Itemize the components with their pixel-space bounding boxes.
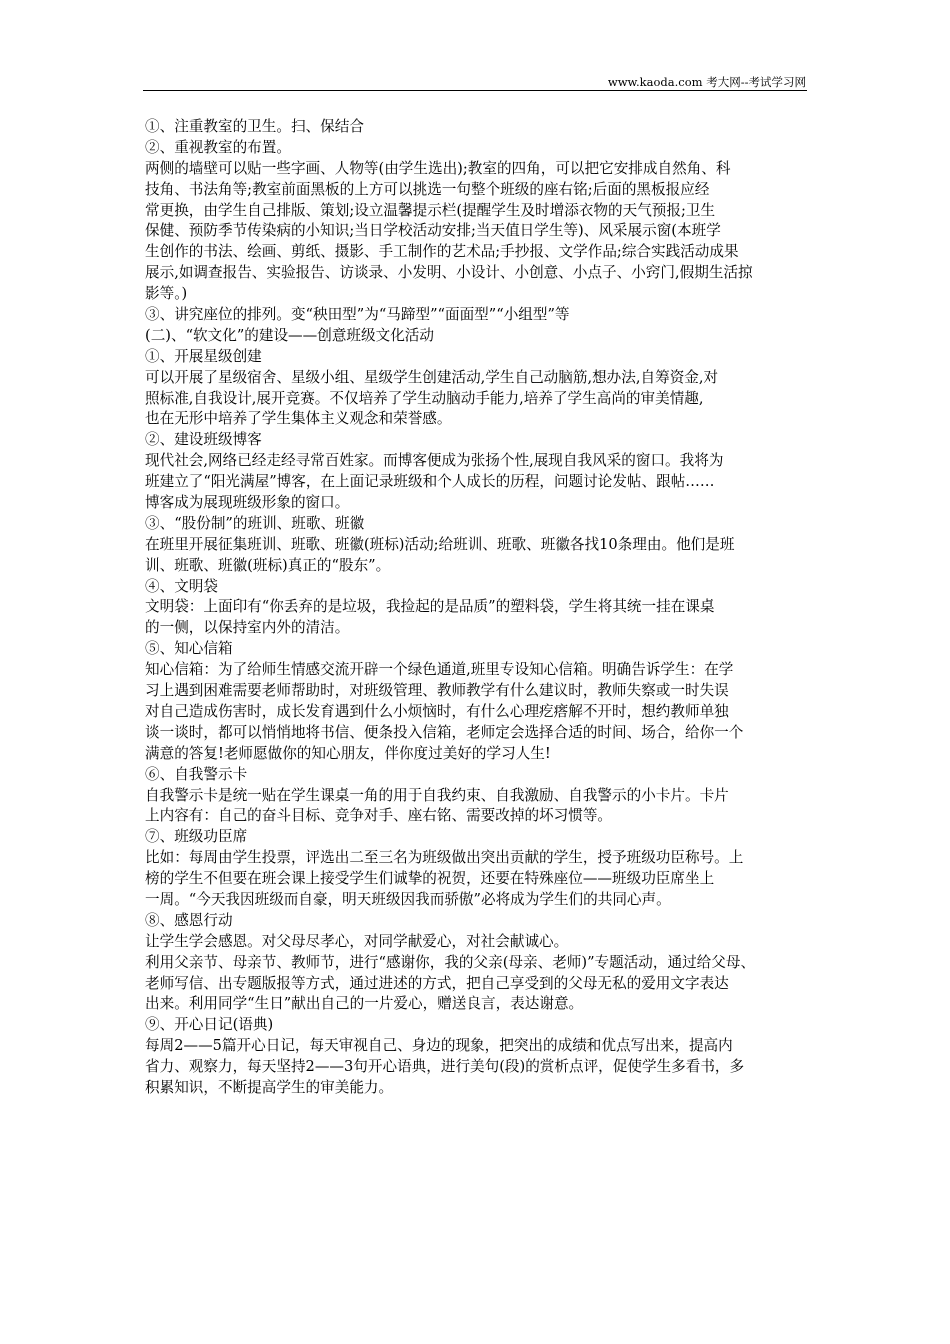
text-line: 生创作的书法、绘画、剪纸、摄影、手工制作的艺术品;手抄报、文学作品;综合实践活动成果: [145, 243, 739, 261]
text-line: 在班里开展征集班训、班歌、班徽(班标)活动;给班训、班歌、班徽各找10条理由。他们是班: [145, 535, 735, 553]
text-line: 保健、预防季节传染病的小知识;当日学校活动安排;当天值日学生等)、风采展示窗(本班学: [145, 222, 721, 240]
text-line: 知心信箱：为了给师生情感交流开辟一个绿色通道,班里专设知心信箱。明确告诉学生：在学: [145, 661, 734, 679]
text-line: 可以开展了星级宿舍、星级小组、星级学生创建活动,学生自己动脑筋,想办法,自筹资金,对: [145, 368, 719, 386]
text-line: 技角、书法角等;教室前面黑板的上方可以挑选一句整个班级的座右铭;后面的黑板报应经: [145, 180, 710, 198]
text-line: 影等。): [145, 285, 188, 303]
text-line: ①、开展星级创建: [145, 347, 262, 365]
text-line: 省力、观察力，每天坚持2——3句开心语典，进行美句(段)的赏析点评，促使学生多看书，多: [145, 1058, 745, 1076]
text-line: 习上遇到困难需要老师帮助时，对班级管理、教师教学有什么建议时，教师失察或一时失误: [145, 682, 729, 700]
text-line: 展示,如调查报告、实验报告、访谈录、小发明、小设计、小创意、小点子、小窍门,假期生活掠: [145, 264, 753, 282]
text-line: ⑤、知心信箱: [145, 640, 233, 658]
text-line: 自我警示卡是统一贴在学生课桌一角的用于自我约束、自我激励、自我警示的小卡片。卡片: [145, 786, 729, 804]
text-line: 训、班歌、班徽(班标)真正的“股东”。: [145, 556, 391, 574]
text-line: 两侧的墙壁可以贴一些字画、人物等(由学生选出);教室的四角，可以把它安排成自然角、科: [145, 159, 731, 177]
text-line: ⑦、班级功臣席: [145, 828, 248, 846]
text-line: 满意的答复!老师愿做你的知心朋友，伴你度过美好的学习人生!: [145, 744, 551, 762]
header-divider: [143, 90, 807, 91]
document-body: [145, 117, 817, 1099]
page-header: www.kaoda.com 考大网--考试学习网: [607, 75, 806, 89]
text-line: 出来。利用同学“生日”献出自己的一片爱心，赠送良言，表达谢意。: [145, 995, 584, 1013]
text-line: ③、讲究座位的排列。变“秧田型”为“马蹄型”“面面型”“小组型”等: [145, 306, 570, 324]
text-line: 利用父亲节、母亲节、教师节，进行“感谢你，我的父亲(母亲、老师)”专题活动，通过给父母、: [145, 953, 756, 971]
text-line: 现代社会,网络已经走经寻常百姓家。而博客便成为张扬个性,展现自我风采的窗口。我将为: [145, 452, 724, 470]
text-line: 一周。“今天我因班级而自豪，明天班级因我而骄傲”必将成为学生们的共同心声。: [145, 890, 671, 908]
text-line: ②、建设班级博客: [145, 431, 262, 449]
text-line: ③、“股份制”的班训、班歌、班徽: [145, 514, 365, 532]
text-line: 谈一谈时，都可以悄悄地将书信、便条投入信箱，老师定会选择合适的时间、场合，给你一个: [145, 723, 744, 741]
text-line: 常更换，由学生自己排版、策划;设立温馨提示栏(提醒学生及时增添衣物的天气预报;卫生: [145, 201, 716, 219]
text-line: ⑥、自我警示卡: [145, 765, 248, 783]
text-line: 每周2——5篇开心日记，每天审视自己、身边的现象，把突出的成绩和优点写出来，提高内: [145, 1037, 733, 1055]
text-line: 老师写信、出专题版报等方式，通过进述的方式，把自己享受到的父母无私的爱用文字表达: [145, 974, 729, 992]
text-line: 的一侧，以保持室内外的清洁。: [145, 619, 350, 637]
text-line: 比如：每周由学生投票，评选出二至三名为班级做出突出贡献的学生，授予班级功臣称号。上: [145, 849, 744, 867]
text-line: ⑨、开心日记(语典): [145, 1016, 274, 1034]
text-line: 上内容有：自己的奋斗目标、竞争对手、座右铭、需要改掉的坏习惯等。: [145, 807, 613, 825]
text-line: 文明袋：上面印有“你丢弃的是垃圾，我捡起的是品质”的塑料袋，学生将其统一挂在课桌: [145, 598, 715, 616]
text-line: 对自己造成伤害时，成长发育遇到什么小烦恼时，有什么心理疙瘩解不开时，想约教师单独: [145, 702, 729, 720]
text-line: ④、文明袋: [145, 577, 218, 595]
text-line: ⑧、感恩行动: [145, 911, 233, 929]
text-line: (二)、“软文化”的建设——创意班级文化活动: [145, 326, 434, 344]
text-line: ①、注重教室的卫生。扫、保结合: [145, 118, 364, 135]
text-line: 积累知识，不断提高学生的审美能力。: [145, 1078, 394, 1096]
text-line: 也在无形中培养了学生集体主义观念和荣誉感。: [145, 410, 452, 428]
text-line: 榜的学生不但要在班会课上接受学生们诚挚的祝贺，还要在特殊座位——班级功臣席坐上: [145, 870, 715, 888]
text-line: 照标准,自我设计,展开竞赛。不仅培养了学生动脑动手能力,培养了学生高尚的审美情趣,: [145, 389, 704, 407]
text-line: ②、重视教室的布置。: [145, 138, 291, 156]
text-line: 班建立了“阳光满屋”博客，在上面记录班级和个人成长的历程，问题讨论发帖、跟帖……: [145, 473, 715, 491]
text-line: 博客成为展现班级形象的窗口。: [145, 494, 350, 512]
text-line: 让学生学会感恩。对父母尽孝心，对同学献爱心，对社会献诚心。: [145, 932, 569, 950]
